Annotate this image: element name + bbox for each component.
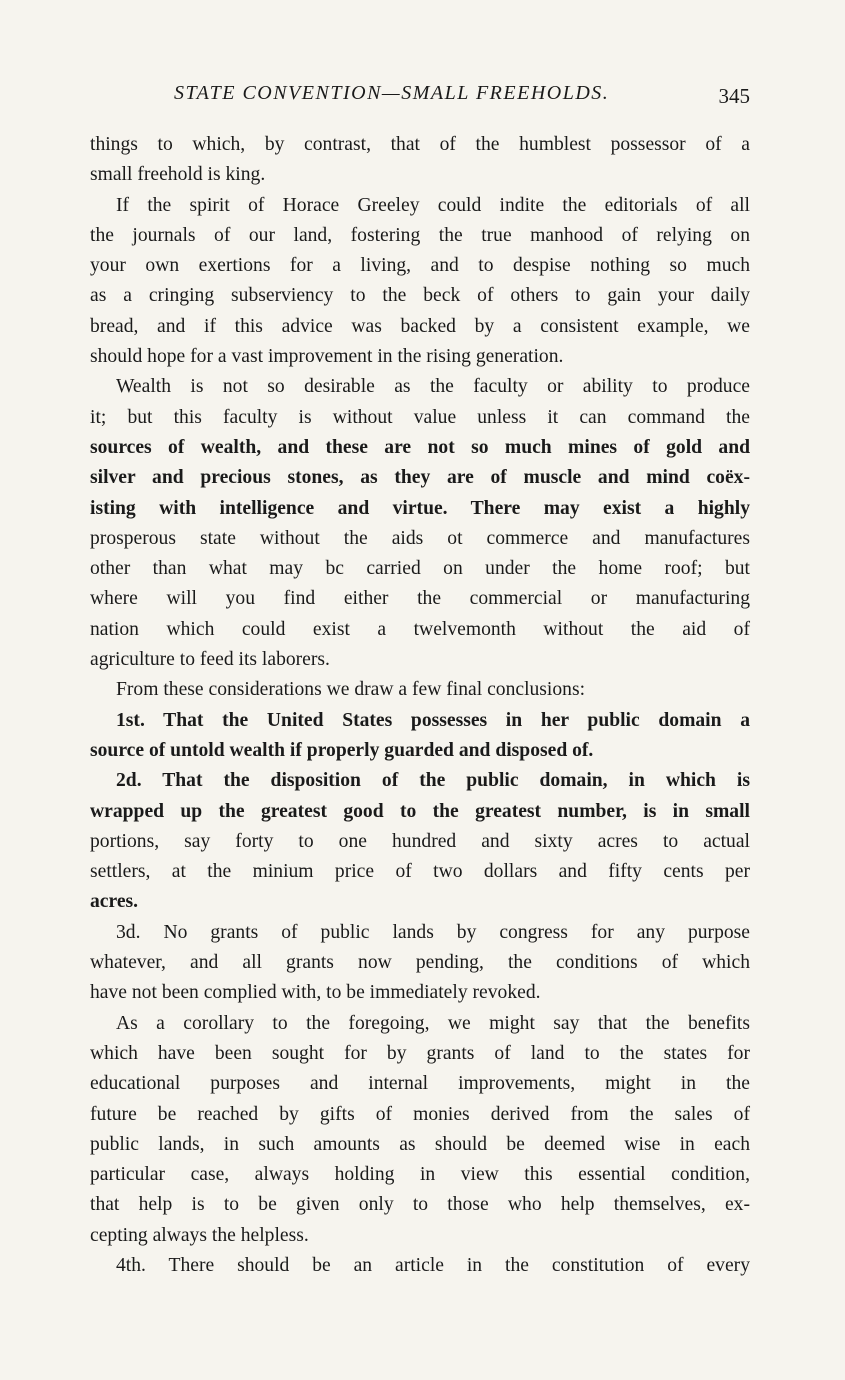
text-line: as a cringing subserviency to the beck of others to gain your daily (90, 285, 750, 307)
text-line: your own exertions for a living, and to despise nothing so much (90, 255, 750, 277)
text-line: educational purposes and internal improvements, might in the (90, 1073, 750, 1095)
text-line: things to which, by contrast, that of the humblest possessor of a (90, 134, 750, 155)
text-line: public lands, in such amounts as should be deemed wise in each (90, 1133, 750, 1155)
text-line: should hope for a vast improvement in the rising generation. (90, 346, 564, 368)
text-line: silver and precious stones, as they are of muscle and mind coëx- (90, 467, 750, 489)
text-line: other than what may bc carried on under the home roof; but (90, 558, 750, 580)
text-line: As a corollary to the foregoing, we might say that the benefits (116, 1012, 750, 1034)
text-line: that help is to be given only to those who help themselves, ex- (90, 1194, 750, 1216)
text-line: particular case, always holding in view this essential condition, (90, 1164, 750, 1186)
text-line: have not been complied with, to be immediately revoked. (90, 982, 541, 1004)
text-line: If the spirit of Horace Greeley could indite the editorials of all (116, 194, 750, 216)
text-line: small freehold is king. (90, 164, 266, 186)
text-line: cepting always the helpless. (90, 1224, 309, 1246)
text-line: acres. (90, 891, 139, 913)
page-number: 345 (718, 84, 750, 108)
text-line: 1st. That the United States possesses in her public domain a (116, 709, 750, 731)
text-line: which have been sought for by grants of land to the states for (90, 1042, 750, 1064)
text-line: Wealth is not so desirable as the faculty or ability to produce (116, 376, 750, 398)
body-text (90, 130, 750, 1281)
text-line: 2d. That the disposition of the public domain, in which is (116, 770, 750, 792)
text-line: isting with intelligence and virtue. There may exist a highly (90, 497, 750, 519)
running-title: STATE CONVENTION—SMALL FREEHOLDS. (174, 82, 610, 104)
text-line: prosperous state without the aids ot commerce and manufactures (90, 527, 750, 549)
text-line: sources of wealth, and these are not so much mines of gold and (90, 436, 750, 458)
text-line: whatever, and all grants now pending, the conditions of which (90, 952, 750, 974)
text-line: wrapped up the greatest good to the greatest number, is in small (90, 800, 750, 822)
text-line: the journals of our land, fostering the true manhood of relying on (90, 224, 750, 246)
text-line: 4th. There should be an article in the constitution of every (116, 1254, 750, 1276)
text-line: bread, and if this advice was backed by a consistent example, we (90, 315, 750, 337)
text-line: portions, say forty to one hundred and sixty acres to actual (90, 830, 750, 852)
text-line: future be reached by gifts of monies derived from the sales of (90, 1103, 750, 1125)
text-line: agriculture to feed its laborers. (90, 649, 330, 671)
text-line: From these considerations we draw a few final conclusions: (116, 679, 586, 701)
text-line: nation which could exist a twelvemonth without the aid of (90, 618, 750, 640)
page-header (90, 78, 754, 118)
text-line: it; but this faculty is without value unless it can command the (90, 406, 750, 428)
text-line: settlers, at the minium price of two dollars and fifty cents per (90, 861, 750, 883)
text-line: source of untold wealth if properly guarded and disposed of. (90, 739, 594, 761)
text-line: where will you find either the commercial or manufacturing (90, 588, 750, 610)
text-line: 3d. No grants of public lands by congress for any purpose (116, 921, 750, 943)
